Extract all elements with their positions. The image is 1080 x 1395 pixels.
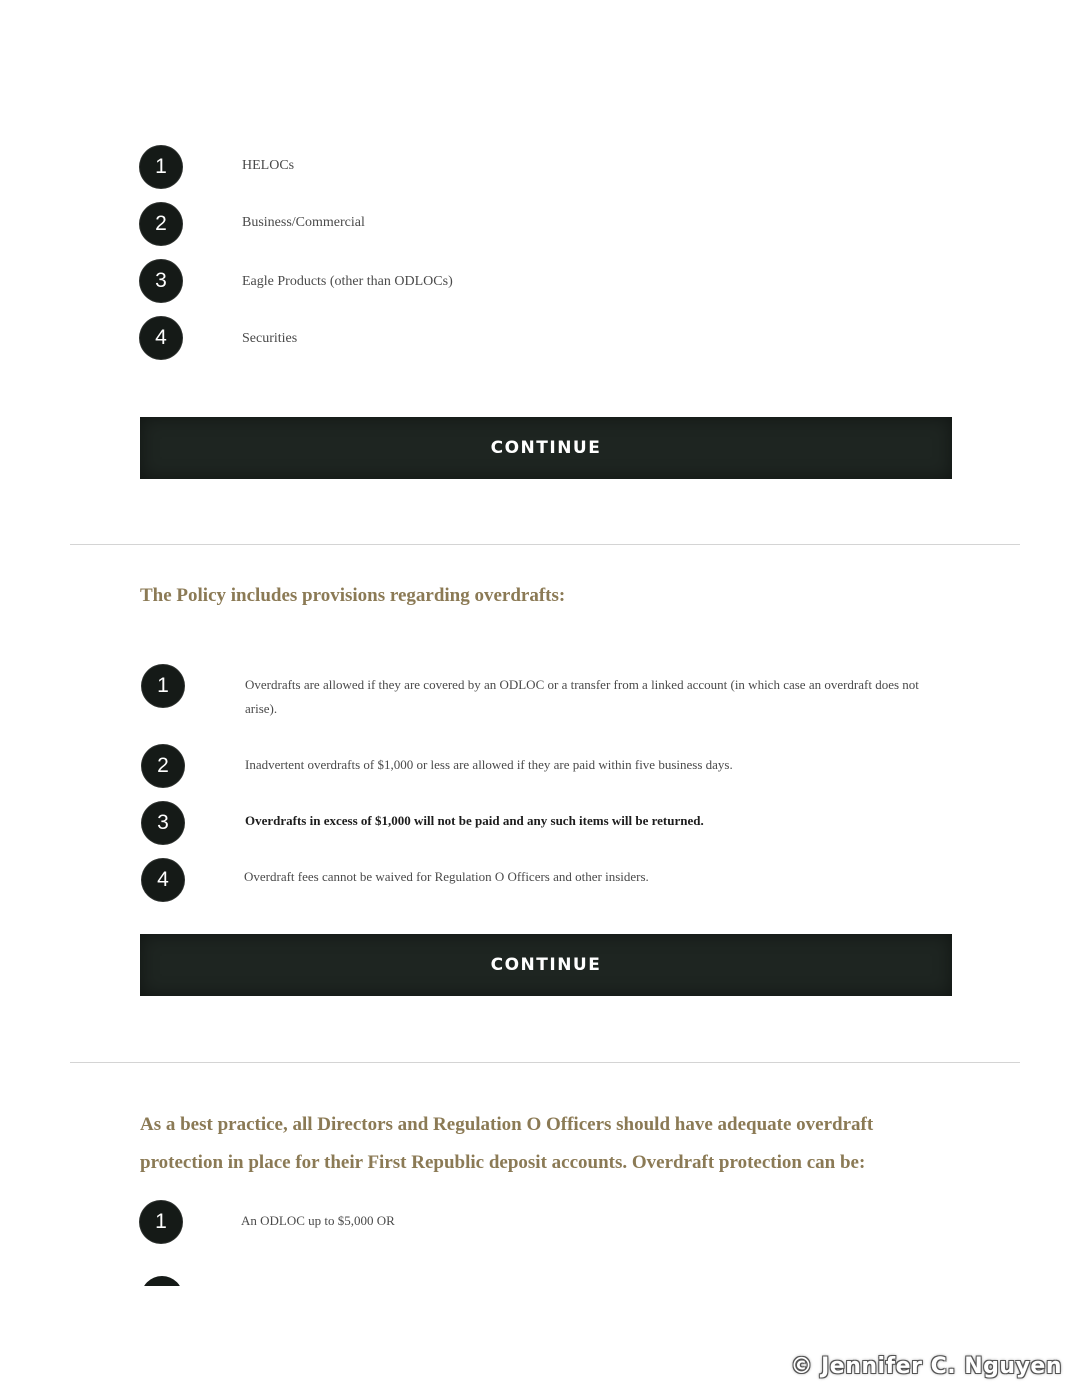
list-item-text: An ODLOC up to $5,000 OR [241,1213,395,1228]
continue-button[interactable]: CONTINUE [140,934,952,996]
section-divider [70,1062,1020,1063]
number-badge: 2 [140,203,182,245]
number-badge-partial [141,1276,183,1286]
number-badge: 1 [142,665,184,707]
list-item-text: HELOCs [242,158,295,173]
list-item-text: Business/Commercial [242,215,365,230]
number-badge: 3 [140,260,182,302]
number-badge: 2 [142,745,184,787]
section-heading: As a best practice, all Directors and Regulation O Officers should have adequate overdraft protection in place for their First Republic deposit accounts. Overdraft protection can be: [140,1114,874,1173]
list-item-text: Inadvertent overdrafts of $1,000 or less are allowed if they are paid within five business days. [245,757,733,772]
continue-button[interactable]: CONTINUE [140,417,952,479]
number-badge: 1 [140,146,182,188]
list-item-text: Overdraft fees cannot be waived for Regulation O Officers and other insiders. [244,869,649,884]
section-divider [70,544,1020,545]
number-badge: 4 [142,859,184,901]
list-item-text: Securities [242,331,298,346]
number-badge: 1 [140,1201,182,1243]
copyright-watermark: © Jennifer C. Nguyen [790,1354,1062,1379]
list-item-text: Overdrafts are allowed if they are covered by an ODLOC or a transfer from a linked account (in which case an overdraft does not arise). [245,677,919,716]
number-badge: 3 [142,802,184,844]
list-item-text: Eagle Products (other than ODLOCs) [242,274,453,289]
number-badge: 4 [140,317,182,359]
section-heading: The Policy includes provisions regarding overdrafts: [140,585,566,606]
list-item-text: Overdrafts in excess of $1,000 will not be paid and any such items will be returned. [245,813,704,828]
